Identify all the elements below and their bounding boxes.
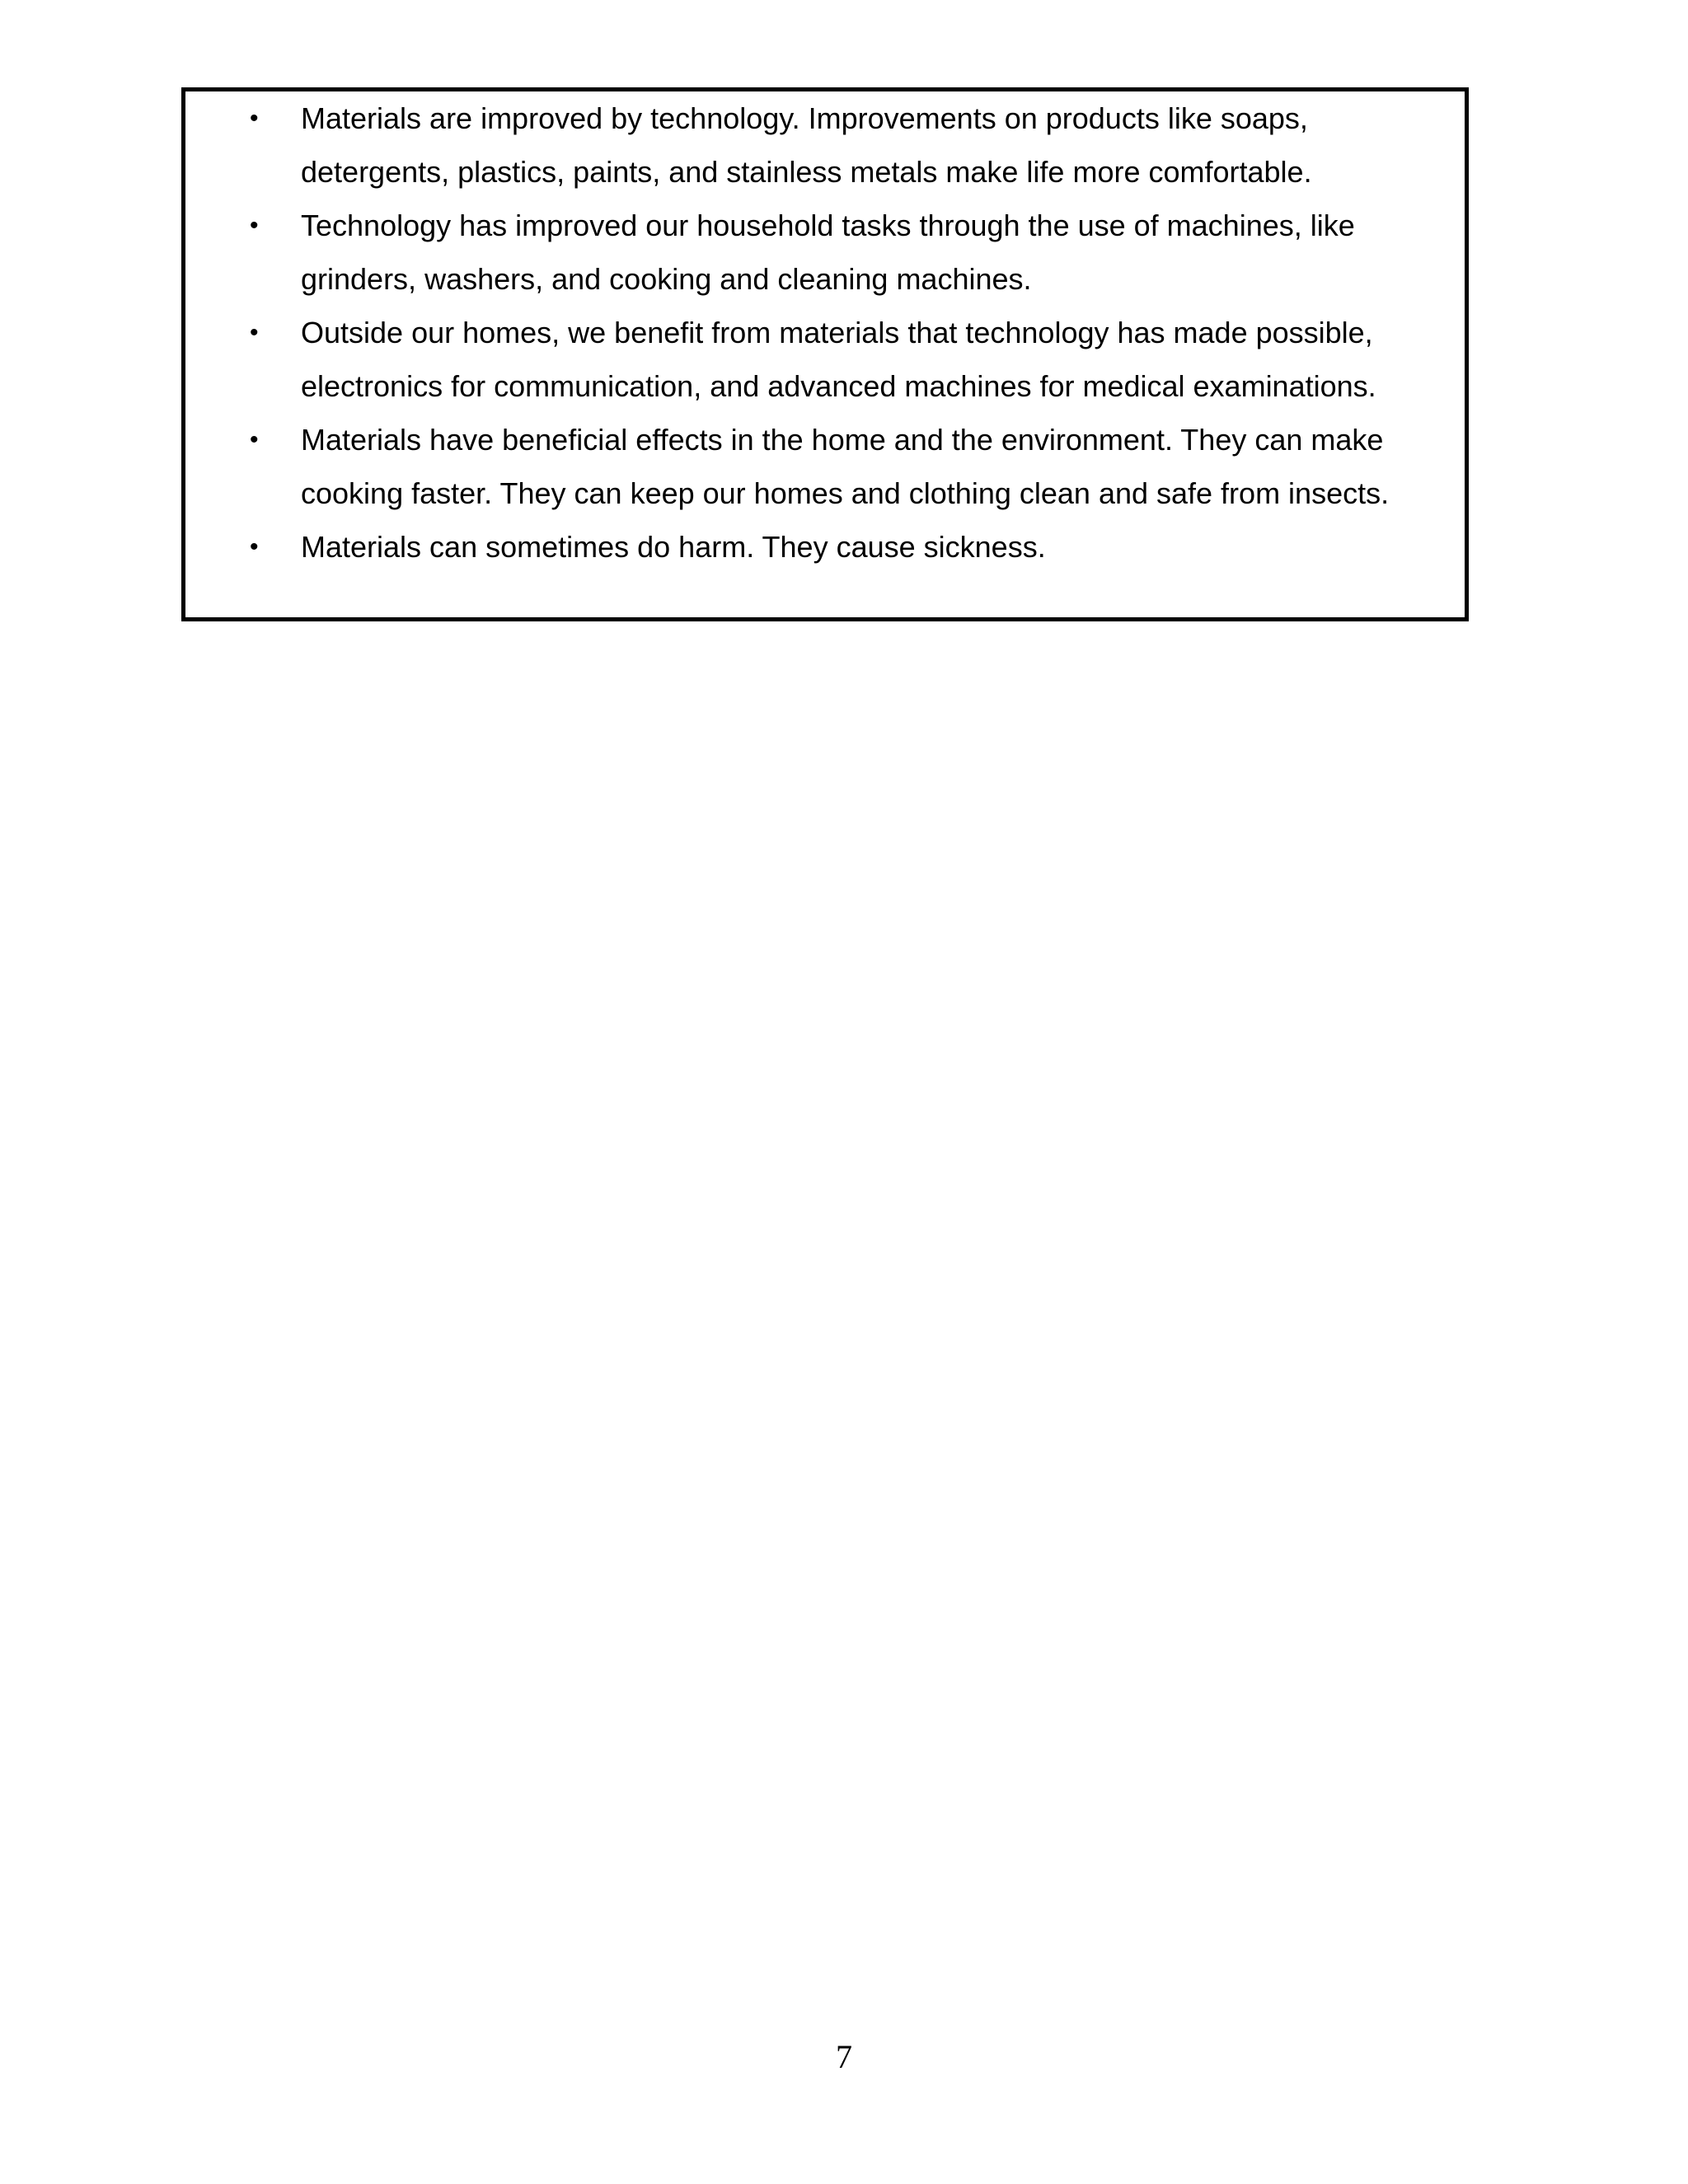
list-item	[185, 199, 1465, 306]
page-number: 7	[836, 2038, 852, 2075]
bullet-icon: •	[250, 212, 259, 239]
list-item-line: grinders, washers, and cooking and cleaning machines.	[301, 262, 1032, 296]
list-item-line: Materials can sometimes do harm. They cause sickness.	[301, 530, 1046, 564]
bullet-list	[185, 91, 1465, 574]
bullet-icon: •	[250, 319, 259, 346]
list-item	[185, 520, 1465, 574]
bullet-icon: •	[250, 105, 259, 132]
list-item-line: cooking faster. They can keep our homes and clothing clean and safe from insects.	[301, 476, 1390, 510]
list-item	[185, 413, 1465, 520]
bullet-icon: •	[250, 426, 259, 453]
bullet-icon: •	[250, 533, 259, 560]
list-item-line: Materials are improved by technology. Improvements on products like soaps,	[301, 101, 1308, 135]
list-item-line: detergents, plastics, paints, and stainless metals make life more comfortable.	[301, 155, 1312, 189]
list-item	[185, 91, 1465, 199]
list-item-line: Outside our homes, we benefit from materials that technology has made possible,	[301, 316, 1373, 349]
list-item	[185, 306, 1465, 413]
list-item-line: Technology has improved our household tasks through the use of machines, like	[301, 209, 1355, 242]
list-item-line: Materials have beneficial effects in the home and the environment. They can make	[301, 423, 1384, 457]
summary-box	[181, 87, 1469, 621]
list-item-line: electronics for communication, and advanced machines for medical examinations.	[301, 369, 1376, 403]
